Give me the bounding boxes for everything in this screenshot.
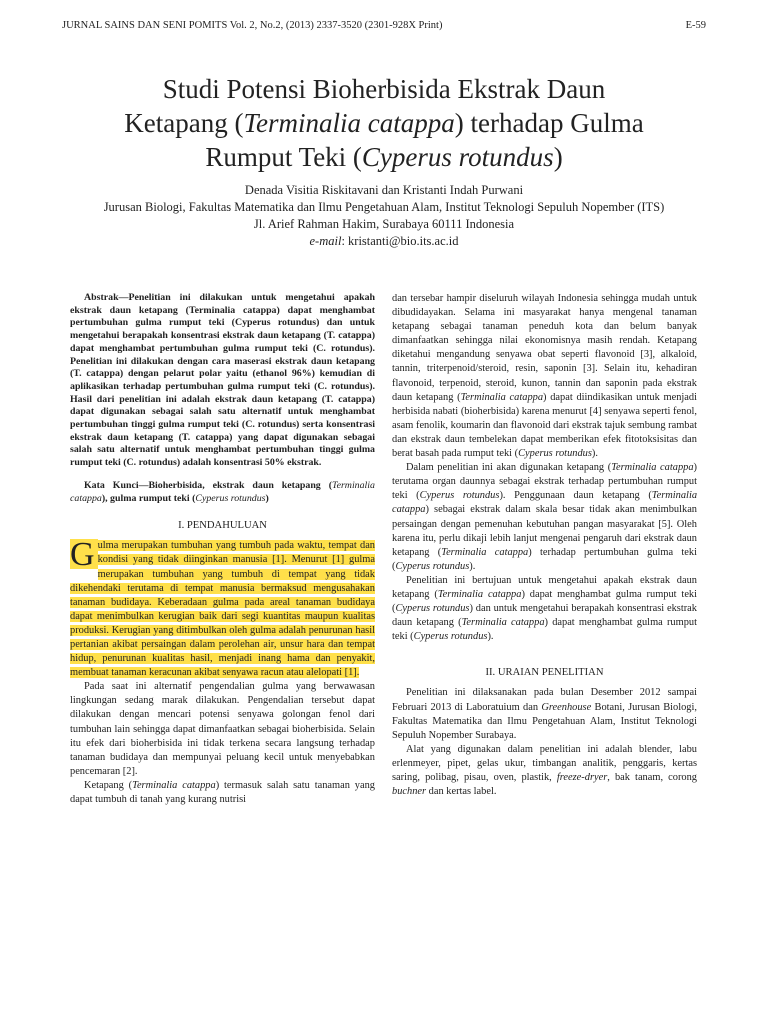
keywords-species: Cyperus rotundus bbox=[195, 492, 266, 504]
species-name: Terminalia catappa bbox=[611, 462, 694, 474]
species-name: Terminalia catappa bbox=[392, 490, 698, 516]
keywords-text: ) bbox=[265, 492, 269, 504]
paragraph-text: ) dapat menghambat gulma rumput teki ( bbox=[392, 588, 698, 615]
species-name: Cyperus rotundus bbox=[518, 448, 592, 460]
paragraph-text: ). bbox=[591, 448, 598, 460]
italic-term: freeze-dryer bbox=[556, 772, 608, 783]
paragraph-text: , bak tanam, corong bbox=[607, 772, 697, 783]
intro-paragraph-4 bbox=[392, 292, 697, 461]
title-text: ) bbox=[553, 142, 563, 172]
paragraph-text: Penelitian ini bertujuan untuk mengetahui apakah ekstrak daun ketapang ( bbox=[392, 574, 697, 600]
paragraph-text: ) termasuk salah satu tanaman yang dapat tumbuh di tanah yang kurang nutrisi bbox=[70, 779, 375, 806]
author-affiliation: Jurusan Biologi, Fakultas Matematika dan Ilmu Pengetahuan Alam, Institut Teknologi Sepuluh Nopember (ITS) bbox=[103, 200, 665, 214]
keywords-species: Terminalia catappa bbox=[70, 479, 375, 504]
species-name: Terminalia catappa bbox=[461, 617, 545, 629]
paragraph-text: ) dan untuk mengetahui berapakah konsentrasi ekstrak daun ketapang ( bbox=[392, 603, 697, 629]
keywords bbox=[70, 480, 375, 505]
paragraph-text: ). bbox=[469, 560, 476, 572]
title-line-2 bbox=[40, 106, 728, 140]
paragraph-text: dan kertas label. bbox=[426, 786, 497, 798]
species-name: Cyperus rotundus bbox=[395, 603, 470, 615]
title-text: Rumput Teki ( bbox=[205, 142, 362, 172]
author-block bbox=[90, 182, 678, 250]
paragraph-text: ). bbox=[487, 631, 494, 643]
intro-paragraph-5 bbox=[392, 461, 697, 574]
title-text: ) terhadap Gulma bbox=[454, 108, 644, 138]
intro-paragraph-2: Pada saat ini alternatif pengendalian gulma yang berwawasan lingkungan sedang marak dilakukan. Pengendalian tersebut dapat dilakukan dengan mencari potensi senyawa golongan fenol dari tumbuhan lain sehingga dapat dimanfaatkan sebagai bioherbisida. Selain itu efek dari bioherbisida ini tidak terkena secara langsung terhadap tanaman budidaya dan mempunyai peluang kecil untuk menyebabkan pencemaran [2]. bbox=[70, 681, 375, 777]
keywords-text: Kata Kunci—Bioherbisida, ekstrak daun ketapang ( bbox=[84, 479, 332, 491]
italic-term: Greenhouse bbox=[541, 701, 592, 713]
highlighted-text: ulma merupakan tumbuhan yang tumbuh pada waktu, tempat dan kondisi yang tidak diinginkan manusia [1]. Menurut [1] gulma merupakan tumbuhan yang tumbuh di tempat yang tidak dikehendaki terutama di tempat manusia bermaksud mengusahakan tanaman budidaya. Keberadaan gulma pada areal tanaman budidaya dapat menimbulkan kerugian baik dari segi kuantitas maupun kualitas produksi. Kerugian yang ditimbulkan oleh gulma adalah penurunan hasil pertanian akibat persaingan dalam perolehan air, unsur hara dan tempat hidup, penurunan kualitas hasil, menjadi inang hama dan penyakit, membuat tanaman keracunan akibat senyawa racun atau alelopati [1]. bbox=[70, 540, 375, 679]
title-species: Cyperus rotundus bbox=[361, 142, 554, 172]
paragraph-text: Penelitian ini dilaksanakan pada bulan Desember 2012 sampai Februari 2013 di Laboratuium dan bbox=[392, 687, 697, 713]
email-address: : kristanti@bio.its.ac.id bbox=[341, 234, 459, 248]
paragraph-text: Botani, Jurusan Biologi, Fakultas Matematika dan Ilmu Pengetahuan Alam, Institut Teknologi Sepuluh Nopember Surabaya. bbox=[392, 701, 697, 741]
species-name: Cyperus rotundus bbox=[419, 490, 500, 502]
left-column bbox=[70, 292, 375, 807]
title-line-1: Studi Potensi Bioherbisida Ekstrak Daun bbox=[162, 74, 606, 104]
paragraph-text: ). Penggunaan daun ketapang ( bbox=[499, 490, 652, 502]
email-label: e-mail bbox=[309, 234, 342, 248]
paragraph-text: Alat yang digunakan dalam penelitian ini adalah blender, labu erlenmeyer, pipet, gelas ukur, timbangan analitik, penggaris, kertas saring, polibag, pisau, oven, plastik, bbox=[392, 743, 697, 783]
section-heading-introduction: I. PENDAHULUAN bbox=[178, 520, 267, 532]
drop-cap: G bbox=[70, 539, 98, 569]
species-name: Terminalia catappa bbox=[441, 546, 529, 558]
journal-citation: JURNAL SAINS DAN SENI POMITS Vol. 2, No.2, (2013) 2337-3520 (2301-928X Print) bbox=[62, 20, 443, 31]
paragraph-text: ) terutama organ daunnya sebagai ekstrak terhadap pertumbuhan rumput teki ( bbox=[392, 462, 697, 502]
paragraph-text: dan tersebar hampir diseluruh wilayah Indonesia sehingga mudah untuk dibudidayakan. Selama ini masyarakat hanya mengenal tanaman ketapang sebagai tanaman peneduh kota dan belum banyak dimanfaatkan sehingga nilai ekonomisnya masih rendah. Ketapang diketahui mengandung senyawa obat seperti flavonoid [3], alkaloid, tannin, triterpenoid/steroid, resin, saponin [3]. Selain itu, kehadiran flavonoid, terpenoid, steroid, kunon, tannin dan saponin pada ekstrak daun ketapang ( bbox=[392, 293, 697, 403]
paragraph-text: ) dapat menghambat gulma rumput teki ( bbox=[392, 617, 697, 643]
species-name: Cyperus rotundus bbox=[413, 631, 488, 643]
paragraph-text: ) dapat diindikasikan untuk menjadi herbisida nabati (bioherbisida) karena menurut [4] senyawa seperti fenol, asam fenolik, koumarin dan flavonoid dari ekstrak tajuk sembung rambat dan ekstrak daun tembelekan dapat memberikan efek fitotoksisitas dan berat basah pada rumput teki ( bbox=[392, 391, 698, 460]
species-name: Terminalia catappa bbox=[132, 779, 216, 791]
right-column bbox=[392, 292, 697, 799]
paragraph-text: Dalam penelitian ini akan digunakan ketapang ( bbox=[406, 462, 612, 474]
section-heading-methods: II. URAIAN PENELITIAN bbox=[485, 667, 604, 679]
methods-paragraph-2 bbox=[392, 743, 697, 799]
species-name: Terminalia catappa bbox=[437, 588, 522, 600]
title-text: Ketapang ( bbox=[124, 108, 244, 138]
keywords-text: ), gulma rumput teki ( bbox=[101, 492, 196, 504]
species-name: Terminalia catappa bbox=[460, 391, 544, 403]
abstract: Abstrak—Penelitian ini dilakukan untuk mengetahui apakah ekstrak daun ketapang (Terminalia catappa) dapat menghambat pertumbuhan gulma rumput teki (Cyperus rotundus) dan untuk mengetahui berapakah konsentrasi ekstrak daun ketapang (T. catappa) dapat menghambat pertumbuhan gulma rumput teki (C. rotundus). Penelitian ini dilakukan dengan cara maserasi ekstrak daun ketapang (T. catappa) dengan pelarut polar yaitu (ethanol 96%) kemudian di aplikasikan terhadap pertumbuhan gulma rumput teki (C. rotundus). Hasil dari penelitian ini adalah ekstrak daun ketapang (T. catappa) dapat digunakan sebagai salah satu alternatif untuk menghambat pertumbuhan tinggi gulma rumput teki (C. rotundus) serta konsentrasi ekstrak daun ketapang (T. catappa) yang dapat digunakan sebagai salah satu alternatif untuk menghambat pertumbuhan tinggi gulma rumput teki (C. rotundus) adalah konsentrasi 50% ekstrak. bbox=[70, 292, 375, 469]
paragraph-text: Ketapang ( bbox=[84, 779, 133, 791]
author-names: Denada Visitia Riskitavani dan Kristanti Indah Purwani bbox=[244, 183, 524, 197]
species-name: Cyperus rotundus bbox=[395, 560, 470, 572]
paragraph-text: ) terhadap pertumbuhan gulma teki ( bbox=[392, 546, 697, 572]
paragraph-text: ) sebagai ekstrak dalam skala besar tidak akan menimbulkan persaingan dengan pemenuhan kebutuhan pangan masyarakat [5]. Oleh karena itu, perlu dikaji lebih lanjut mengenai pengaruh dari ekstrak daun ketapang ( bbox=[392, 504, 697, 558]
intro-paragraph-6 bbox=[392, 574, 697, 644]
paper-title bbox=[40, 72, 728, 174]
author-email bbox=[90, 233, 678, 250]
intro-paragraph-3 bbox=[70, 779, 375, 807]
italic-term: buchner bbox=[392, 786, 427, 798]
methods-paragraph-1 bbox=[392, 686, 697, 742]
title-line-3 bbox=[40, 140, 728, 174]
running-header bbox=[62, 20, 706, 31]
intro-paragraph-1 bbox=[70, 536, 375, 680]
page-number: E-59 bbox=[685, 20, 706, 31]
title-species: Terminalia catappa bbox=[243, 108, 455, 138]
author-address: Jl. Arief Rahman Hakim, Surabaya 60111 Indonesia bbox=[253, 217, 515, 231]
